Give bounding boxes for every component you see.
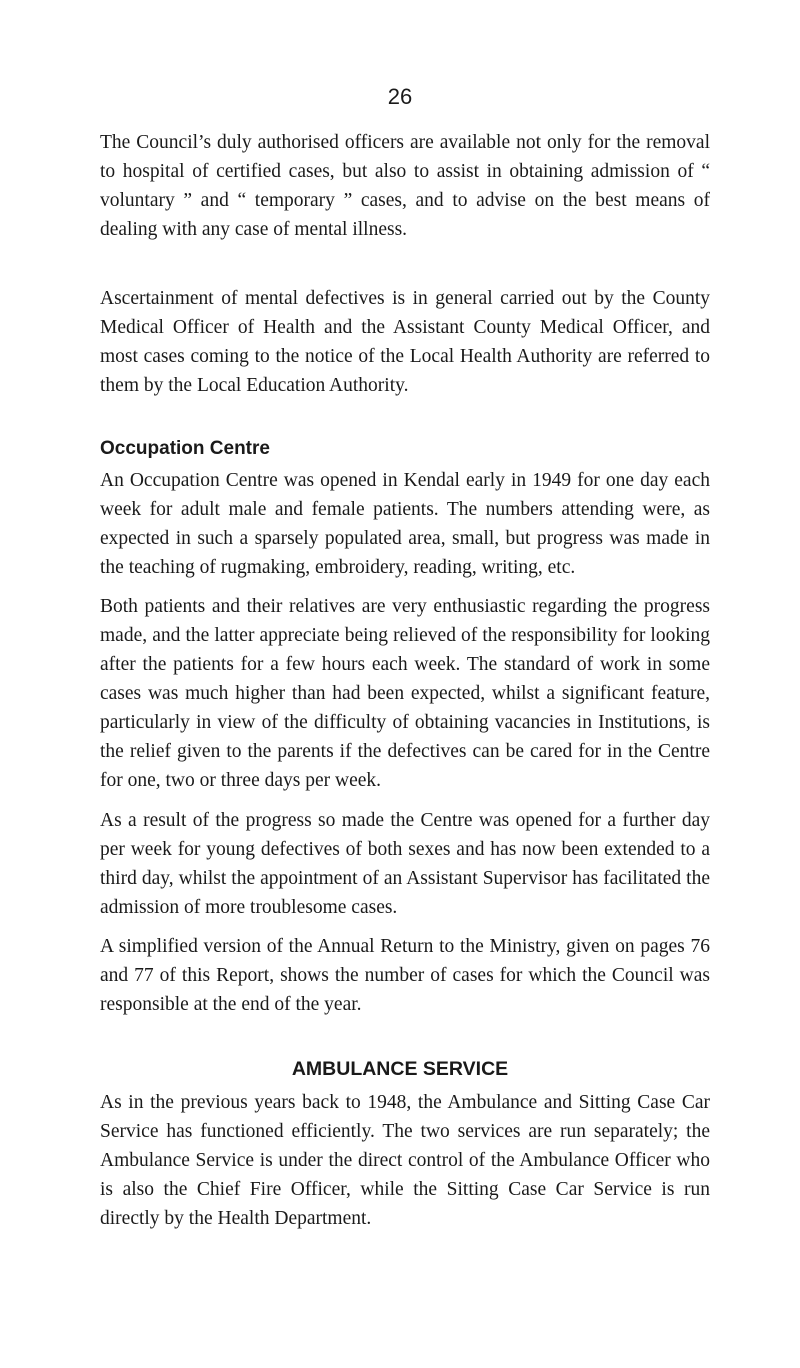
occupation-centre-heading: Occupation Centre <box>100 438 270 459</box>
paragraph-removal-to-hospital: The Council’s duly authorised officers are available not only for the removal to hospital of certified cases, but also to assist in obtaining admission of “ voluntary ” and “ temporary ” cases, and to advise on the best means of dealing with any case of mental illness. <box>100 132 710 240</box>
paragraph-ascertainment: Ascertainment of mental defectives is in general carried out by the County Medical Officer of Health and the Assistant County Medical Officer, and most cases coming to the notice of the Local Health Authority are referred to them by the Local Education Authority. <box>100 288 710 396</box>
paragraph-ambulance-service: As in the previous years back to 1948, the Ambulance and Sitting Case Car Service has functioned efficiently. The two services are run separately; the Ambulance Service is under the direct control of the Ambulance Officer who is also the Chief Fire Officer, while the Sitting Case Car Service is run directly by the Health Department. <box>100 1092 710 1229</box>
ambulance-service-heading: AMBULANCE SERVICE <box>291 1058 509 1080</box>
paragraph-progress-result: As a result of the progress so made the Centre was opened for a further day per week for young defectives of both sexes and has now been extended to a third day, whilst the appointment of an Assistant Supervisor has facilitated the admission of more troublesome cases. <box>100 810 710 918</box>
paragraph-occupation-centre-opened: An Occupation Centre was opened in Kendal early in 1949 for one day each week for adult male and female patients. The numbers attending were, as expected in such a sparsely populated area, small, but progress was made in the teaching of rugmaking, embroidery, reading, writing, etc. <box>100 470 710 578</box>
page-number: 26 <box>387 84 413 109</box>
paragraph-enthusiasm: Both patients and their relatives are very enthusiastic regarding the progress made, and the latter appreciate being relieved of the responsibility for looking after the patients for a few hours each week. The standard of work in some cases was much higher than had been expected, whilst a significant feature, particularly in view of the difficulty of obtaining vacancies in Institutions, is the relief given to the parents if the defectives can be cared for in the Centre for one, two or three days per week. <box>100 596 710 791</box>
paragraph-annual-return: A simplified version of the Annual Return to the Ministry, given on pages 76 and 77 of this Report, shows the number of cases for which the Council was responsible at the end of the year. <box>100 936 710 1015</box>
